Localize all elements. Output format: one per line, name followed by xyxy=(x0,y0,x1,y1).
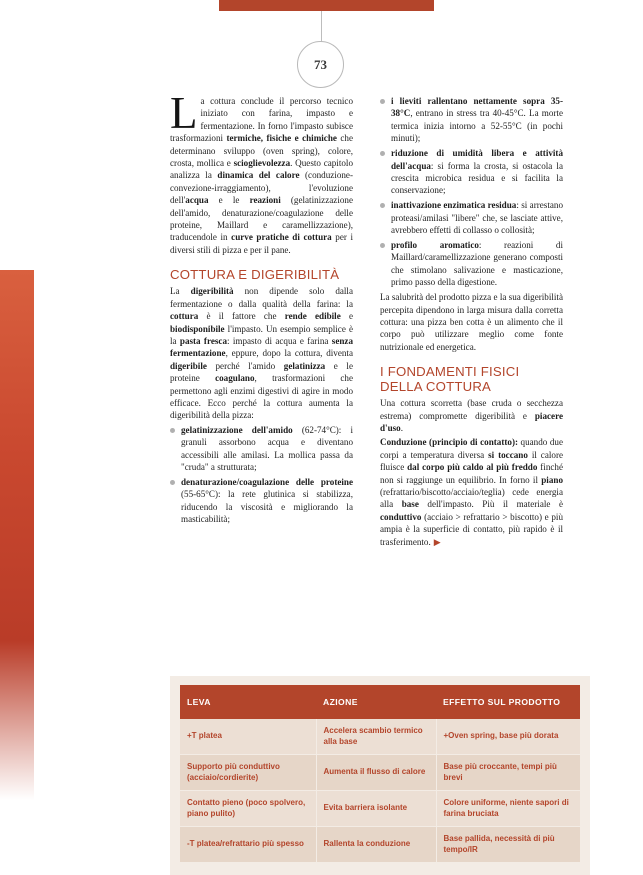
drop-cap: L xyxy=(170,88,198,138)
leva-table xyxy=(180,685,580,863)
table-cell: Base pallida, necessità di più tempo/IR xyxy=(436,827,580,863)
list-item: profilo aromatico: reazioni di Maillard/caramellizzazione generano composti che stimolano salivazione e masticazione, primo passo della digestione. xyxy=(380,239,563,289)
table-header-row xyxy=(180,685,580,719)
left-bullet-list xyxy=(170,424,353,526)
table-cell: +T platea xyxy=(180,719,316,755)
section-heading-line-1: I FONDAMENTI FISICI xyxy=(380,364,520,380)
right-column xyxy=(380,95,563,550)
table-cell: Rallenta la conduzione xyxy=(316,827,436,863)
table-row xyxy=(180,755,580,791)
section-heading-line-2: DELLA COTTURA xyxy=(380,379,492,395)
right-body-paragraph-after-bullets: La salubrità del prodotto pizza e la sua digeribilità percepita dipendono in larga misura dalla corretta cottura: una pizza ben cotta è un alimento che il corpo può utilizzare meglio come fonte nutrizionale ed energetica. xyxy=(380,292,563,352)
right-bullet-list xyxy=(380,95,563,289)
table-row xyxy=(180,719,580,755)
right-body-paragraph-1: Una cottura scorretta (base cruda o secchezza estrema) compromette digeribilità e piacere d'uso. xyxy=(380,398,563,433)
table-cell: Accelera scambio termico alla base xyxy=(316,719,436,755)
decorative-vertical-rule xyxy=(321,11,322,44)
list-item: inattivazione enzimatica residua: si arrestano proteasi/amilasi "libere" che, se lasciate attive, avrebbero effetti di collasso o collosità; xyxy=(380,199,563,236)
table-row xyxy=(180,827,580,863)
table-cell: Aumenta il flusso di calore xyxy=(316,755,436,791)
continuation-arrow-icon: ▶ xyxy=(433,536,441,547)
intro-paragraph-text: a cottura conclude il percorso tecnico iniziato con farina, impasto e fermentazione. In forno l'impasto subisce trasformazioni termiche, fisiche e chimiche che determinano sviluppo (oven spring), colore, crosta, mollica e scioglievolezza. Questo capitolo analizza la dinamica del calore (conduzione-convezione-irraggiamento), l'evoluzione dell'acqua e le reazioni (gelatinizzazione dell'amido, denaturazione/coagulazione delle proteine, Maillard e caramellizzazione), traducendole in curve pratiche di cottura per i diversi stili di pizza e per il pane. xyxy=(170,96,353,255)
table-header-azione: AZIONE xyxy=(316,685,436,719)
table-cell: -T platea/refrattario più spesso xyxy=(180,827,316,863)
list-item: i lieviti rallentano nettamente sopra 35-38°C, entrano in stress tra 40-45°C. La morte termica inizia intorno a 52-55°C (in pochi minuti); xyxy=(380,95,563,145)
table-header-effetto: EFFETTO SUL PRODOTTO xyxy=(436,685,580,719)
page-number: 73 xyxy=(297,41,344,88)
table-cell: Base più croccante, tempi più brevi xyxy=(436,755,580,791)
leva-table-container xyxy=(170,676,590,875)
decorative-top-bar xyxy=(219,0,434,11)
right-body-paragraph-2 xyxy=(380,436,563,548)
table-cell: Contatto pieno (poco spolvero, piano pulito) xyxy=(180,791,316,827)
table-cell: +Oven spring, base più dorata xyxy=(436,719,580,755)
left-column xyxy=(170,88,354,528)
left-body-paragraph-1: La digeribilità non dipende solo dalla fermentazione o dalla qualità della farina: la cottura è il fattore che rende edibile e biodisponibile l'impasto. Un esempio semplice è la pasta fresca: impasto di acqua e farina senza fermentazione, eppure, dopo la cottura, diventa digeribile perché l'amido gelatinizza e le proteine coagulano, trasformazioni che permettono agli enzimi digestivi di agire in modo efficace. Ecco perché la cottura aumenta la digeribilità della pizza: xyxy=(170,286,354,421)
list-item: denaturazione/coagulazione delle proteine (55-65°C): la rete glutinica si stabilizza, riducendo la viscosità e migliorando la masticabilità; xyxy=(170,476,353,526)
list-item: gelatinizzazione dell'amido (62-74°C): i granuli assorbono acqua e diventano accessibili alle amilasi. La mollica passa da "cruda" a strutturata; xyxy=(170,424,353,474)
table-cell: Colore uniforme, niente sapori di farina bruciata xyxy=(436,791,580,827)
list-item: riduzione di umidità libera e attività dell'acqua: si forma la crosta, si ostacola la crescita microbica residua e si facilita la conservazione; xyxy=(380,147,563,197)
right-body-paragraph-2-text: Conduzione (principio di contatto): quando due corpi a temperatura diversa si toccano il calore fluisce dal corpo più caldo al più freddo finché non si raggiunge un equilibrio. In forno il piano (refrattario/biscotto/acciaio/teglia) cede energia alla base dell'impasto. Più il materiale è conduttivo (acciaio > refrattario > biscotto) e più ampia è la superficie di contatto, più rapido è il trasferimento. xyxy=(380,437,564,547)
table-cell: Evita barriera isolante xyxy=(316,791,436,827)
section-heading-fondamenti-fisici xyxy=(380,364,563,394)
section-heading-cottura-digeribilita: COTTURA E DIGERIBILITÀ xyxy=(170,267,340,283)
intro-paragraph xyxy=(170,88,353,256)
decorative-left-band xyxy=(0,270,34,800)
table-cell: Supporto più conduttivo (acciaio/cordierite) xyxy=(180,755,316,791)
table-header-leva: LEVA xyxy=(180,685,316,719)
table-row xyxy=(180,791,580,827)
